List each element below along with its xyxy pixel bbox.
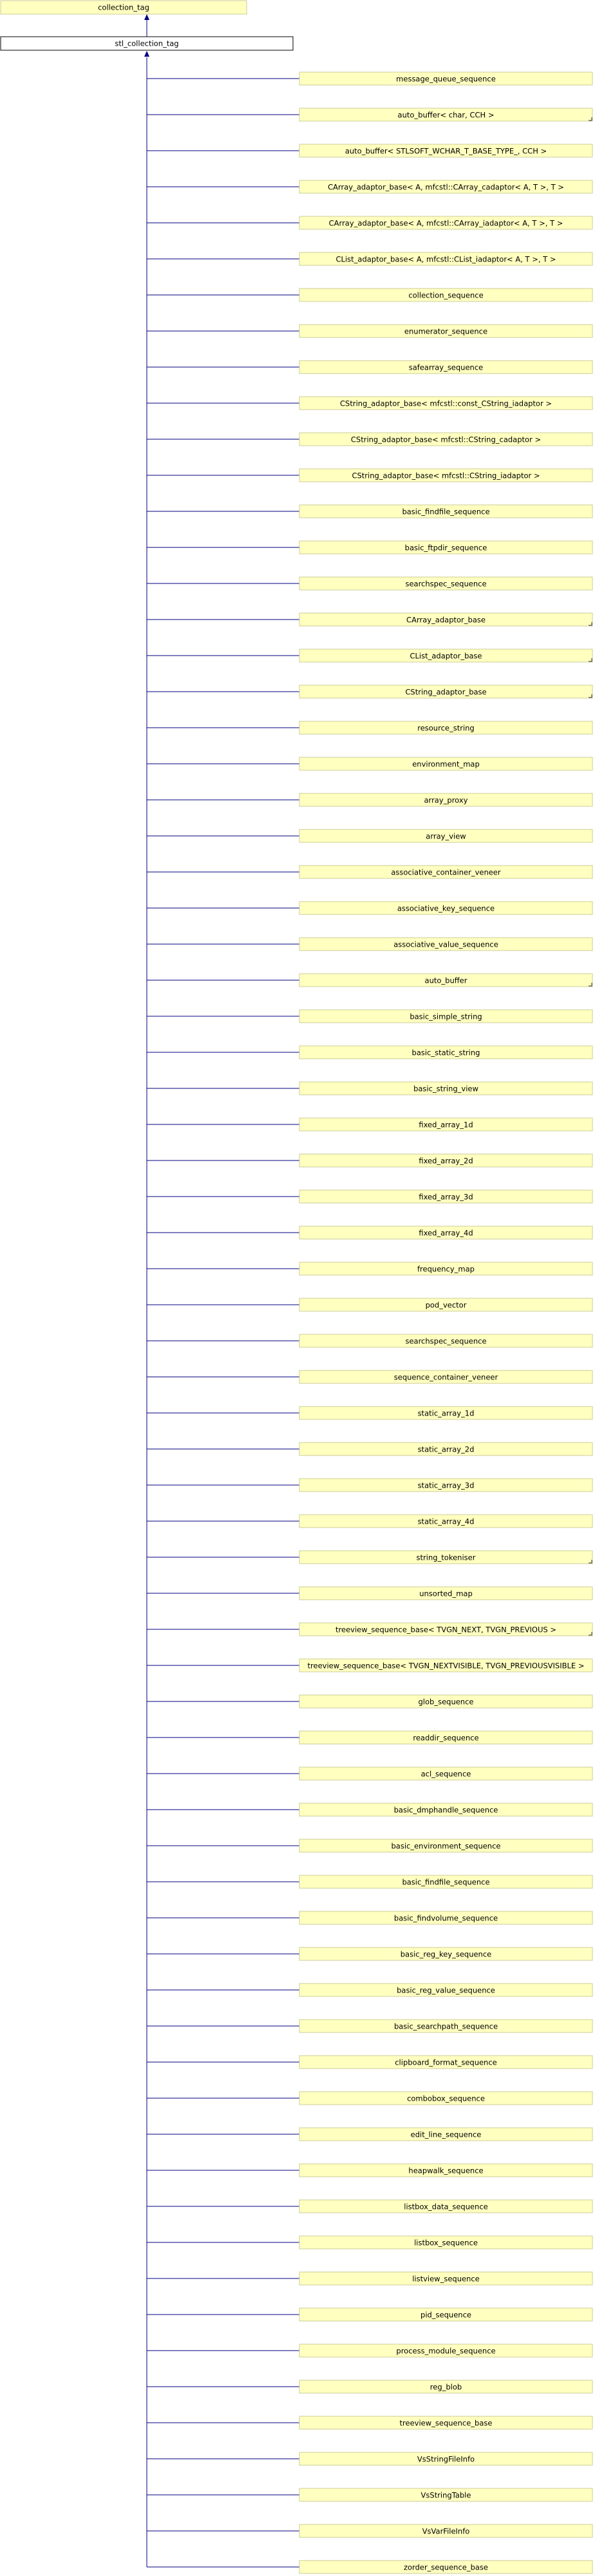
class-node[interactable] xyxy=(299,1046,592,1059)
class-node-label: glob_sequence xyxy=(418,1697,474,1707)
class-node-label: heapwalk_sequence xyxy=(408,2166,484,2175)
class-node[interactable] xyxy=(299,2344,592,2357)
class-node[interactable] xyxy=(299,2164,592,2177)
class-node-label: VsVarFileInfo xyxy=(422,2526,470,2536)
class-node[interactable] xyxy=(299,866,592,878)
class-node[interactable] xyxy=(299,2308,592,2321)
class-node-label: static_array_2d xyxy=(417,1444,475,1454)
class-node[interactable] xyxy=(299,144,592,157)
class-node[interactable] xyxy=(299,1623,592,1636)
edge-arrowhead xyxy=(144,14,149,20)
class-node-label: sequence_container_veneer xyxy=(393,1372,498,1382)
class-node[interactable] xyxy=(299,1479,592,1492)
class-node[interactable] xyxy=(299,1082,592,1095)
class-node[interactable] xyxy=(299,2416,592,2429)
class-node[interactable] xyxy=(299,2200,592,2213)
class-node[interactable] xyxy=(299,1010,592,1023)
class-node-label: enumerator_sequence xyxy=(404,327,488,336)
class-node[interactable] xyxy=(299,1551,592,1564)
class-node[interactable] xyxy=(299,2380,592,2393)
class-node[interactable] xyxy=(299,1334,592,1347)
class-node-label: CString_adaptor_base xyxy=(405,687,487,697)
class-node-label: treeview_sequence_base xyxy=(399,2418,493,2428)
class-node-label: pid_sequence xyxy=(420,2310,471,2320)
class-node-label: collection_sequence xyxy=(408,290,484,300)
child-nodes xyxy=(299,72,592,2573)
class-node-label: environment_map xyxy=(412,759,480,769)
class-node[interactable] xyxy=(299,1262,592,1275)
class-node[interactable] xyxy=(299,793,592,806)
class-node[interactable] xyxy=(299,541,592,554)
class-node[interactable] xyxy=(299,180,592,193)
class-node-label: listview_sequence xyxy=(412,2274,480,2284)
class-node[interactable] xyxy=(299,361,592,374)
class-node-label: fixed_array_2d xyxy=(419,1156,473,1166)
class-node-label: associative_container_veneer xyxy=(391,867,501,877)
class-node-label: VsStringTable xyxy=(420,2490,471,2500)
class-node[interactable] xyxy=(299,721,592,734)
class-node[interactable] xyxy=(299,1659,592,1672)
root-node[interactable] xyxy=(1,1,247,14)
class-node[interactable] xyxy=(299,2020,592,2032)
class-node-label: clipboard_format_sequence xyxy=(395,2058,497,2067)
class-node[interactable] xyxy=(299,2452,592,2465)
class-node-label: auto_buffer< STLSOFT_WCHAR_T_BASE_TYPE_, CCH > xyxy=(345,146,547,156)
class-node[interactable] xyxy=(299,1984,592,1996)
class-node-label: safearray_sequence xyxy=(408,363,484,372)
class-node-label: searchspec_sequence xyxy=(405,1336,487,1346)
class-node[interactable] xyxy=(299,685,592,698)
class-node[interactable] xyxy=(299,1803,592,1816)
class-node-label: CString_adaptor_base< mfcstl::const_CString_iadaptor > xyxy=(340,399,552,408)
class-node[interactable] xyxy=(299,1443,592,1455)
class-node-label: basic_reg_value_sequence xyxy=(397,1985,495,1995)
class-node[interactable] xyxy=(299,433,592,446)
base-node-label: stl_collection_tag xyxy=(115,39,179,48)
class-node-label: basic_searchpath_sequence xyxy=(393,2022,498,2031)
class-node[interactable] xyxy=(299,397,592,410)
class-node-label: auto_buffer xyxy=(424,976,468,985)
class-node[interactable] xyxy=(299,2128,592,2141)
class-node[interactable] xyxy=(299,902,592,914)
class-node-label: basic_static_string xyxy=(411,1048,480,1057)
class-node-label: array_proxy xyxy=(424,795,468,805)
base-node[interactable] xyxy=(1,37,293,50)
class-node-label: unsorted_map xyxy=(419,1589,473,1598)
class-node-label: message_queue_sequence xyxy=(396,74,496,84)
class-node-label: frequency_map xyxy=(417,1264,475,1274)
class-node[interactable] xyxy=(299,2236,592,2249)
class-node[interactable] xyxy=(299,1154,592,1167)
class-node[interactable] xyxy=(299,1875,592,1888)
class-node[interactable] xyxy=(299,216,592,229)
class-node-label: listbox_data_sequence xyxy=(404,2202,488,2211)
class-node-label: basic_findvolume_sequence xyxy=(393,1913,498,1923)
class-node-label: associative_key_sequence xyxy=(397,904,495,913)
class-node-label: static_array_1d xyxy=(417,1408,475,1418)
class-node-label: listbox_sequence xyxy=(414,2238,478,2248)
class-node-label: basic_findfile_sequence xyxy=(402,1877,490,1887)
class-node-label: zorder_sequence_base xyxy=(403,2562,489,2572)
class-node-label: CArray_adaptor_base< A, mfcstl::CArray_cadaptor< A, T >, T > xyxy=(328,182,564,192)
class-node[interactable] xyxy=(299,469,592,482)
class-node[interactable] xyxy=(299,72,592,85)
class-node-label: basic_reg_key_sequence xyxy=(400,1949,492,1959)
class-node-label: edit_line_sequence xyxy=(410,2130,482,2139)
class-node-label: static_array_3d xyxy=(417,1481,475,1490)
class-node-label: treeview_sequence_base< TVGN_NEXTVISIBLE, TVGN_PREVIOUSVISIBLE > xyxy=(307,1661,585,1671)
edges xyxy=(144,14,299,2567)
class-node[interactable] xyxy=(299,1298,592,1311)
class-node[interactable] xyxy=(299,108,592,121)
class-node-label: basic_ftpdir_sequence xyxy=(404,543,487,553)
class-node[interactable] xyxy=(299,974,592,987)
class-node[interactable] xyxy=(299,577,592,590)
class-node[interactable] xyxy=(299,2488,592,2501)
class-node[interactable] xyxy=(299,2524,592,2537)
class-node[interactable] xyxy=(299,1911,592,1924)
class-node-label: fixed_array_4d xyxy=(419,1228,473,1238)
class-node[interactable] xyxy=(299,757,592,770)
class-node-label: CString_adaptor_base< mfcstl::CString_cadaptor > xyxy=(350,435,542,444)
class-node[interactable] xyxy=(299,1947,592,1960)
class-node[interactable] xyxy=(299,1515,592,1528)
class-node[interactable] xyxy=(299,2056,592,2069)
class-node[interactable] xyxy=(299,1695,592,1708)
class-node-label: basic_environment_sequence xyxy=(391,1841,501,1851)
class-node[interactable] xyxy=(299,1370,592,1383)
class-node-label: reg_blob xyxy=(430,2382,462,2392)
class-node[interactable] xyxy=(299,1118,592,1131)
root-node-label: collection_tag xyxy=(98,3,149,12)
class-node-label: pod_vector xyxy=(425,1300,467,1310)
class-node[interactable] xyxy=(299,1839,592,1852)
class-node-label: basic_dmphandle_sequence xyxy=(393,1805,498,1815)
class-node[interactable] xyxy=(299,1731,592,1744)
class-node-label: resource_string xyxy=(417,723,475,733)
class-node-label: CString_adaptor_base< mfcstl::CString_iadaptor > xyxy=(352,471,540,480)
class-node[interactable] xyxy=(299,938,592,951)
class-node[interactable] xyxy=(299,2092,592,2105)
class-node[interactable] xyxy=(299,2561,592,2573)
class-node[interactable] xyxy=(299,505,592,518)
class-node[interactable] xyxy=(299,2272,592,2285)
class-node-label: combobox_sequence xyxy=(407,2094,485,2103)
edge-arrowhead xyxy=(144,51,149,57)
class-node-label: acl_sequence xyxy=(420,1769,471,1779)
class-node[interactable] xyxy=(299,252,592,265)
class-node-label: string_tokeniser xyxy=(416,1553,476,1562)
class-node-label: auto_buffer< char, CCH > xyxy=(397,110,495,120)
class-node-label: basic_string_view xyxy=(413,1084,478,1094)
class-node-label: basic_simple_string xyxy=(410,1012,482,1021)
class-node[interactable] xyxy=(299,1190,592,1203)
class-node-label: process_module_sequence xyxy=(396,2346,496,2356)
class-node-label: CArray_adaptor_base xyxy=(406,615,486,625)
class-node[interactable] xyxy=(299,613,592,626)
class-node-label: CList_adaptor_base xyxy=(410,651,482,661)
class-node-label: CList_adaptor_base< A, mfcstl::CList_iadaptor< A, T >, T > xyxy=(335,254,556,264)
class-node-label: fixed_array_1d xyxy=(419,1120,473,1130)
class-node-label: static_array_4d xyxy=(417,1517,475,1526)
class-node[interactable] xyxy=(299,1767,592,1780)
class-node-label: basic_findfile_sequence xyxy=(402,507,490,516)
class-node-label: fixed_array_3d xyxy=(419,1192,473,1202)
class-node[interactable] xyxy=(299,829,592,842)
class-node-label: readdir_sequence xyxy=(413,1733,479,1743)
class-node-label: treeview_sequence_base< TVGN_NEXT, TVGN_PREVIOUS > xyxy=(335,1625,556,1634)
class-node[interactable] xyxy=(299,1226,592,1239)
class-node[interactable] xyxy=(299,1587,592,1600)
class-node-label: array_view xyxy=(426,831,466,841)
class-node[interactable] xyxy=(299,649,592,662)
class-node[interactable] xyxy=(299,289,592,301)
class-node[interactable] xyxy=(299,1406,592,1419)
class-node-label: searchspec_sequence xyxy=(405,579,487,589)
class-node[interactable] xyxy=(299,325,592,337)
class-node-label: associative_value_sequence xyxy=(393,940,498,949)
class-node-label: CArray_adaptor_base< A, mfcstl::CArray_iadaptor< A, T >, T > xyxy=(328,218,563,228)
class-node-label: VsStringFileInfo xyxy=(417,2454,475,2464)
